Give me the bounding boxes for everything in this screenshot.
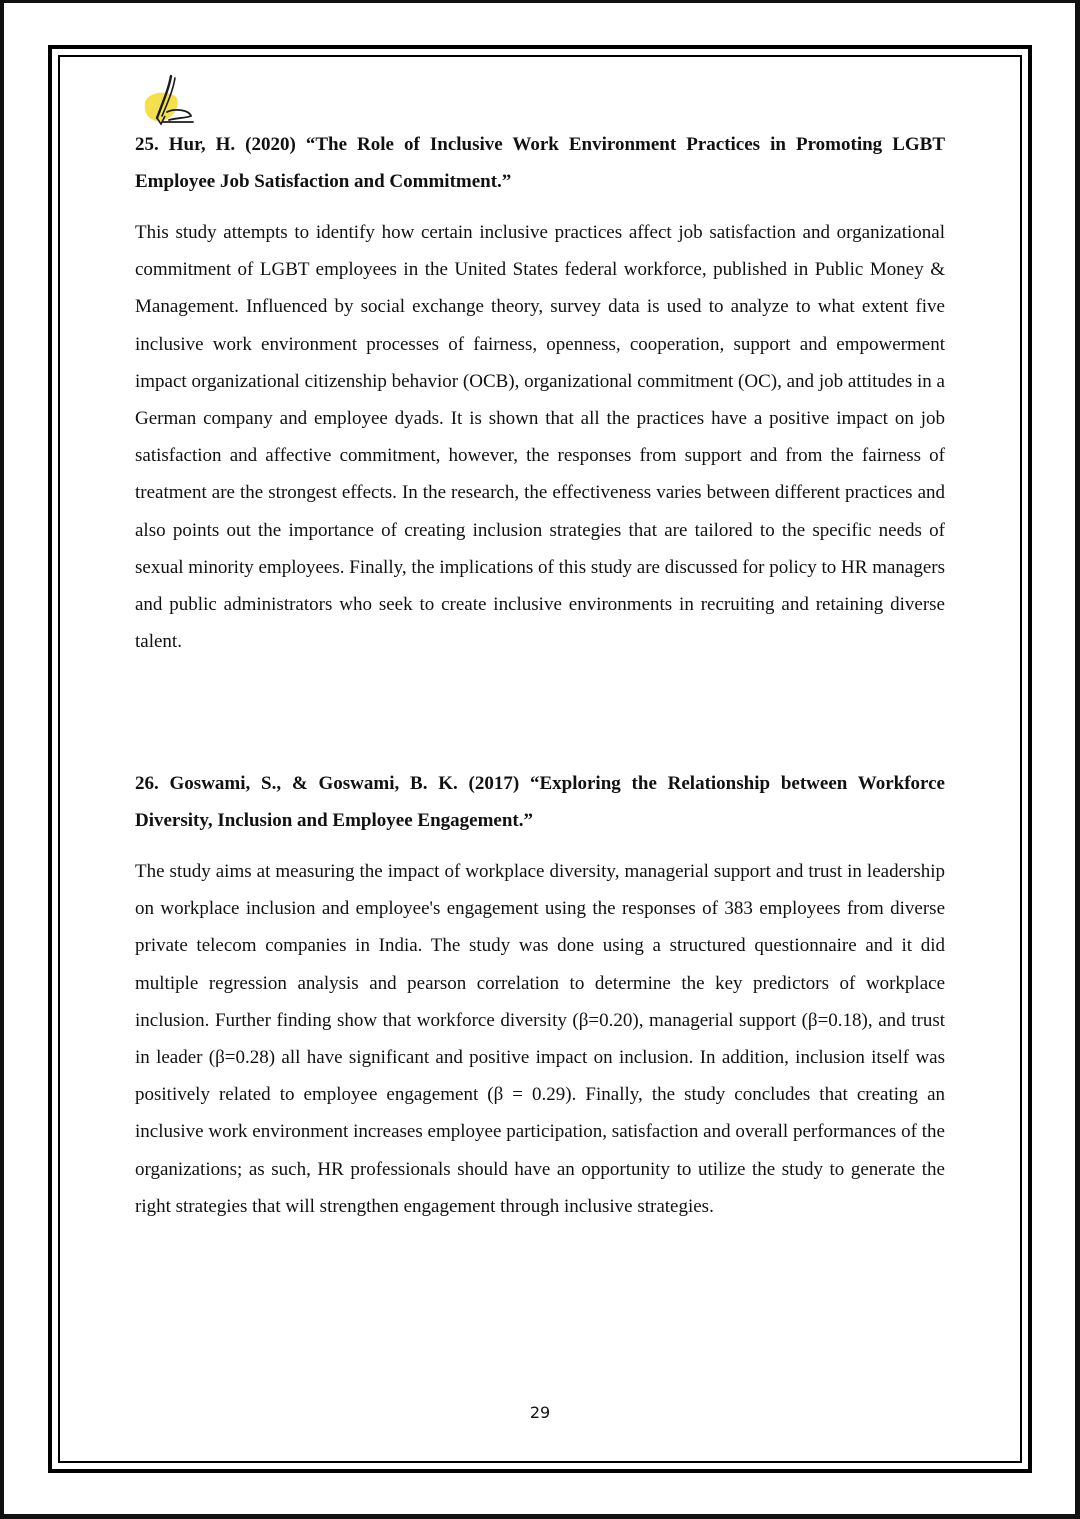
entry-26 [135,765,945,1225]
entry-abstract: The study aims at measuring the impact of workplace diversity, managerial support and trust in leadership on workplace inclusion and employee's engagement using the responses of 383 employees from diverse private telecom companies in India. The study was done using a structured questionnaire and it did multiple regression analysis and pearson correlation to determine the key predictors of workplace inclusion. Further finding show that workforce diversity (β=0.20), managerial support (β=0.18), and trust in leader (β=0.28) all have significant and positive impact on inclusion. In addition, inclusion itself was positively related to employee engagement (β = 0.29). Finally, the study concludes that creating an inclusive work environment increases employee participation, satisfaction and overall performances of the organizations; as such, HR professionals should have an opportunity to utilize the study to generate the right strategies that will strengthen engagement through inclusive strategies. [135,861,945,1217]
pen-writing-icon [135,72,197,130]
page-number: 29 [529,1403,551,1422]
entry-abstract: This study attempts to identify how certain inclusive practices affect job satisfaction and organizational commitment of LGBT employees in the United States federal workforce, published in Public Money & Management. Influenced by social exchange theory, survey data is used to analyze to what extent five inclusive work environment processes of fairness, openness, cooperation, support and empowerment impact organizational citizenship behavior (OCB), organizational commitment (OC), and job attitudes in a German company and employee dyads. It is shown that all the practices have a positive impact on job satisfaction and affective commitment, however, the responses from support and from the fairness of treatment are the strongest effects. In the research, the effectiveness varies between different practices and also points out the importance of creating inclusion strategies that are tailored to the specific needs of sexual minority employees. Finally, the implications of this study are discussed for policy to HR managers and public administrators who seek to create inclusive environments in recruiting and retaining diverse talent. [135,222,945,653]
entry-25 [135,126,945,660]
entry-title: 26. Goswami, S., & Goswami, B. K. (2017) “Exploring the Relationship between Workforce Diversity, Inclusion and Employee Engagement.” [135,773,945,831]
entry-title: 25. Hur, H. (2020) “The Role of Inclusive Work Environment Practices in Promoting LGBT Employee Job Satisfaction and Commitment.” [135,134,945,192]
